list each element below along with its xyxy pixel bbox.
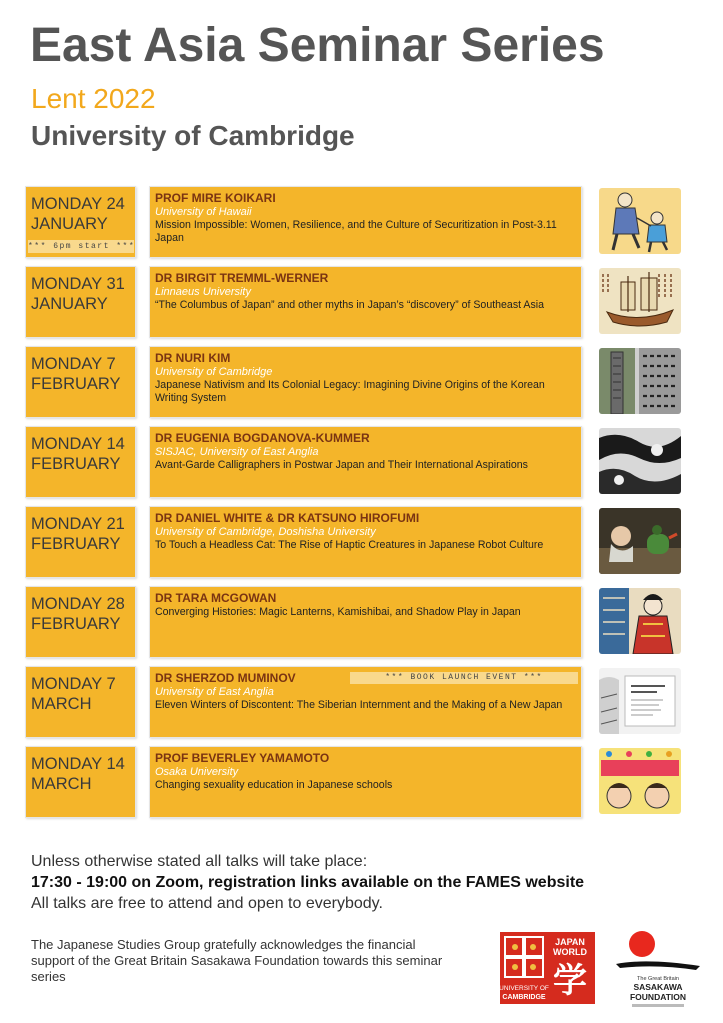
seminar-row <box>25 186 685 258</box>
date-box <box>25 746 136 818</box>
date-day: MONDAY 14 <box>31 435 125 453</box>
date-box <box>25 506 136 578</box>
date-month: FEBRUARY <box>31 375 121 393</box>
talk-title: Japanese Nativism and Its Colonial Legacy: Imagining Divine Origins of the Korean Writing System <box>155 379 545 404</box>
date-box <box>25 426 136 498</box>
date-day: MONDAY 14 <box>31 755 125 773</box>
talk-box <box>149 346 582 418</box>
date-box <box>25 266 136 338</box>
seminar-image <box>599 188 681 254</box>
talk-box <box>149 746 582 818</box>
seminar-row <box>25 666 685 738</box>
logo-text-japan: JAPAN <box>555 937 585 947</box>
talk-title: Changing sexuality education in Japanese schools <box>155 779 393 791</box>
seminar-image <box>599 668 681 734</box>
sasakawa-foundation-logo <box>606 930 704 1014</box>
logo-text-cambridge: CAMBRIDGE <box>502 994 546 1001</box>
seminar-image <box>599 428 681 494</box>
talk-title: Converging Histories: Magic Lanterns, Kamishibai, and Shadow Play in Japan <box>155 606 521 618</box>
venue-intro: Unless otherwise stated all talks will take place: <box>31 853 368 870</box>
date-month: JANUARY <box>31 215 108 233</box>
speaker-name: DR TARA MCGOWAN <box>155 591 277 605</box>
speaker-name: DR EUGENIA BOGDANOVA-KUMMER <box>155 431 370 445</box>
speaker-name: DR SHERZOD MUMINOV <box>155 671 296 685</box>
university-label: University of Cambridge <box>31 120 355 151</box>
speaker-name: DR DANIEL WHITE & DR KATSUNO HIROFUMI <box>155 511 420 525</box>
logo-text-sasakawa: SASAKAWA <box>633 982 683 992</box>
talk-box <box>149 506 582 578</box>
acknowledgement: The Japanese Studies Group gratefully acknowledges the financial support of the Great Britain Sasakawa Foundation towards this seminar series <box>31 937 443 984</box>
seminar-row <box>25 426 685 498</box>
speaker-affiliation: University of Cambridge <box>155 366 273 378</box>
date-day: MONDAY 7 <box>31 675 116 693</box>
date-month: FEBRUARY <box>31 535 121 553</box>
date-day: MONDAY 24 <box>31 195 125 213</box>
time-and-venue: 17:30 - 19:00 on Zoom, registration links available on the FAMES website <box>31 874 585 891</box>
date-box <box>25 346 136 418</box>
seminar-row <box>25 266 685 338</box>
date-month: FEBRUARY <box>31 455 121 473</box>
speaker-name: PROF MIRE KOIKARI <box>155 191 276 205</box>
cambridge-japan-world-logo <box>500 932 595 1004</box>
talk-title: “The Columbus of Japan” and other myths in Japan’s “discovery” of Southeast Asia <box>155 299 545 311</box>
logo-text-foundation: FOUNDATION <box>629 992 687 1002</box>
speaker-name: DR NURI KIM <box>155 351 231 365</box>
book-launch-note: *** BOOK LAUNCH EVENT *** <box>350 672 578 684</box>
date-day: MONDAY 31 <box>31 275 125 293</box>
date-box <box>25 666 136 738</box>
talk-box <box>149 666 582 738</box>
date-month: MARCH <box>31 775 92 793</box>
seminar-row <box>25 506 685 578</box>
talk-title: To Touch a Headless Cat: The Rise of Haptic Creatures in Japanese Robot Culture <box>155 539 544 551</box>
speaker-name: PROF BEVERLEY YAMAMOTO <box>155 751 330 765</box>
seminar-image <box>599 508 681 574</box>
seminar-image <box>599 348 681 414</box>
page-title: East Asia Seminar Series <box>30 19 605 72</box>
talk-title: Mission Impossible: Women, Resilience, and the Culture of Securitization in Post-3.11 Japan <box>155 219 557 244</box>
attendance-note: All talks are free to attend and open to everybody. <box>31 895 383 912</box>
date-box <box>25 586 136 658</box>
seminar-image <box>599 588 681 654</box>
speaker-affiliation: SISJAC, University of East Anglia <box>155 446 319 458</box>
speaker-affiliation: Linnaeus University <box>155 286 251 298</box>
talk-title: Avant-Garde Calligraphers in Postwar Japan and Their International Aspirations <box>155 459 528 471</box>
speaker-affiliation: University of Hawaii <box>155 206 252 218</box>
talk-box <box>149 186 582 258</box>
seminar-row <box>25 346 685 418</box>
talk-box <box>149 266 582 338</box>
logo-text-great-britain: The Great Britain <box>637 976 679 982</box>
speaker-affiliation: University of East Anglia <box>155 686 274 698</box>
seminar-image <box>599 748 681 814</box>
date-month: FEBRUARY <box>31 615 121 633</box>
date-day: MONDAY 28 <box>31 595 125 613</box>
start-time-note: *** 6pm start *** <box>28 242 136 251</box>
date-day: MONDAY 21 <box>31 515 125 533</box>
speaker-affiliation: University of Cambridge, Doshisha University <box>155 526 376 538</box>
seminar-image <box>599 268 681 334</box>
date-month: JANUARY <box>31 295 108 313</box>
date-day: MONDAY 7 <box>31 355 116 373</box>
speaker-affiliation: Osaka University <box>155 766 239 778</box>
talk-box <box>149 426 582 498</box>
term-label: Lent 2022 <box>31 83 156 114</box>
seminar-row <box>25 586 685 658</box>
date-month: MARCH <box>31 695 92 713</box>
talk-box <box>149 586 582 658</box>
logo-text-world: WORLD <box>553 947 587 957</box>
speaker-name: DR BIRGIT TREMML-WERNER <box>155 271 329 285</box>
logo-text-university-of: UNIVERSITY OF <box>500 985 549 992</box>
logo-kanji: 学 <box>553 961 587 1001</box>
talk-title: Eleven Winters of Discontent: The Siberian Internment and the Making of a New Japan <box>155 699 563 711</box>
date-box <box>25 186 136 258</box>
seminar-row <box>25 746 685 818</box>
